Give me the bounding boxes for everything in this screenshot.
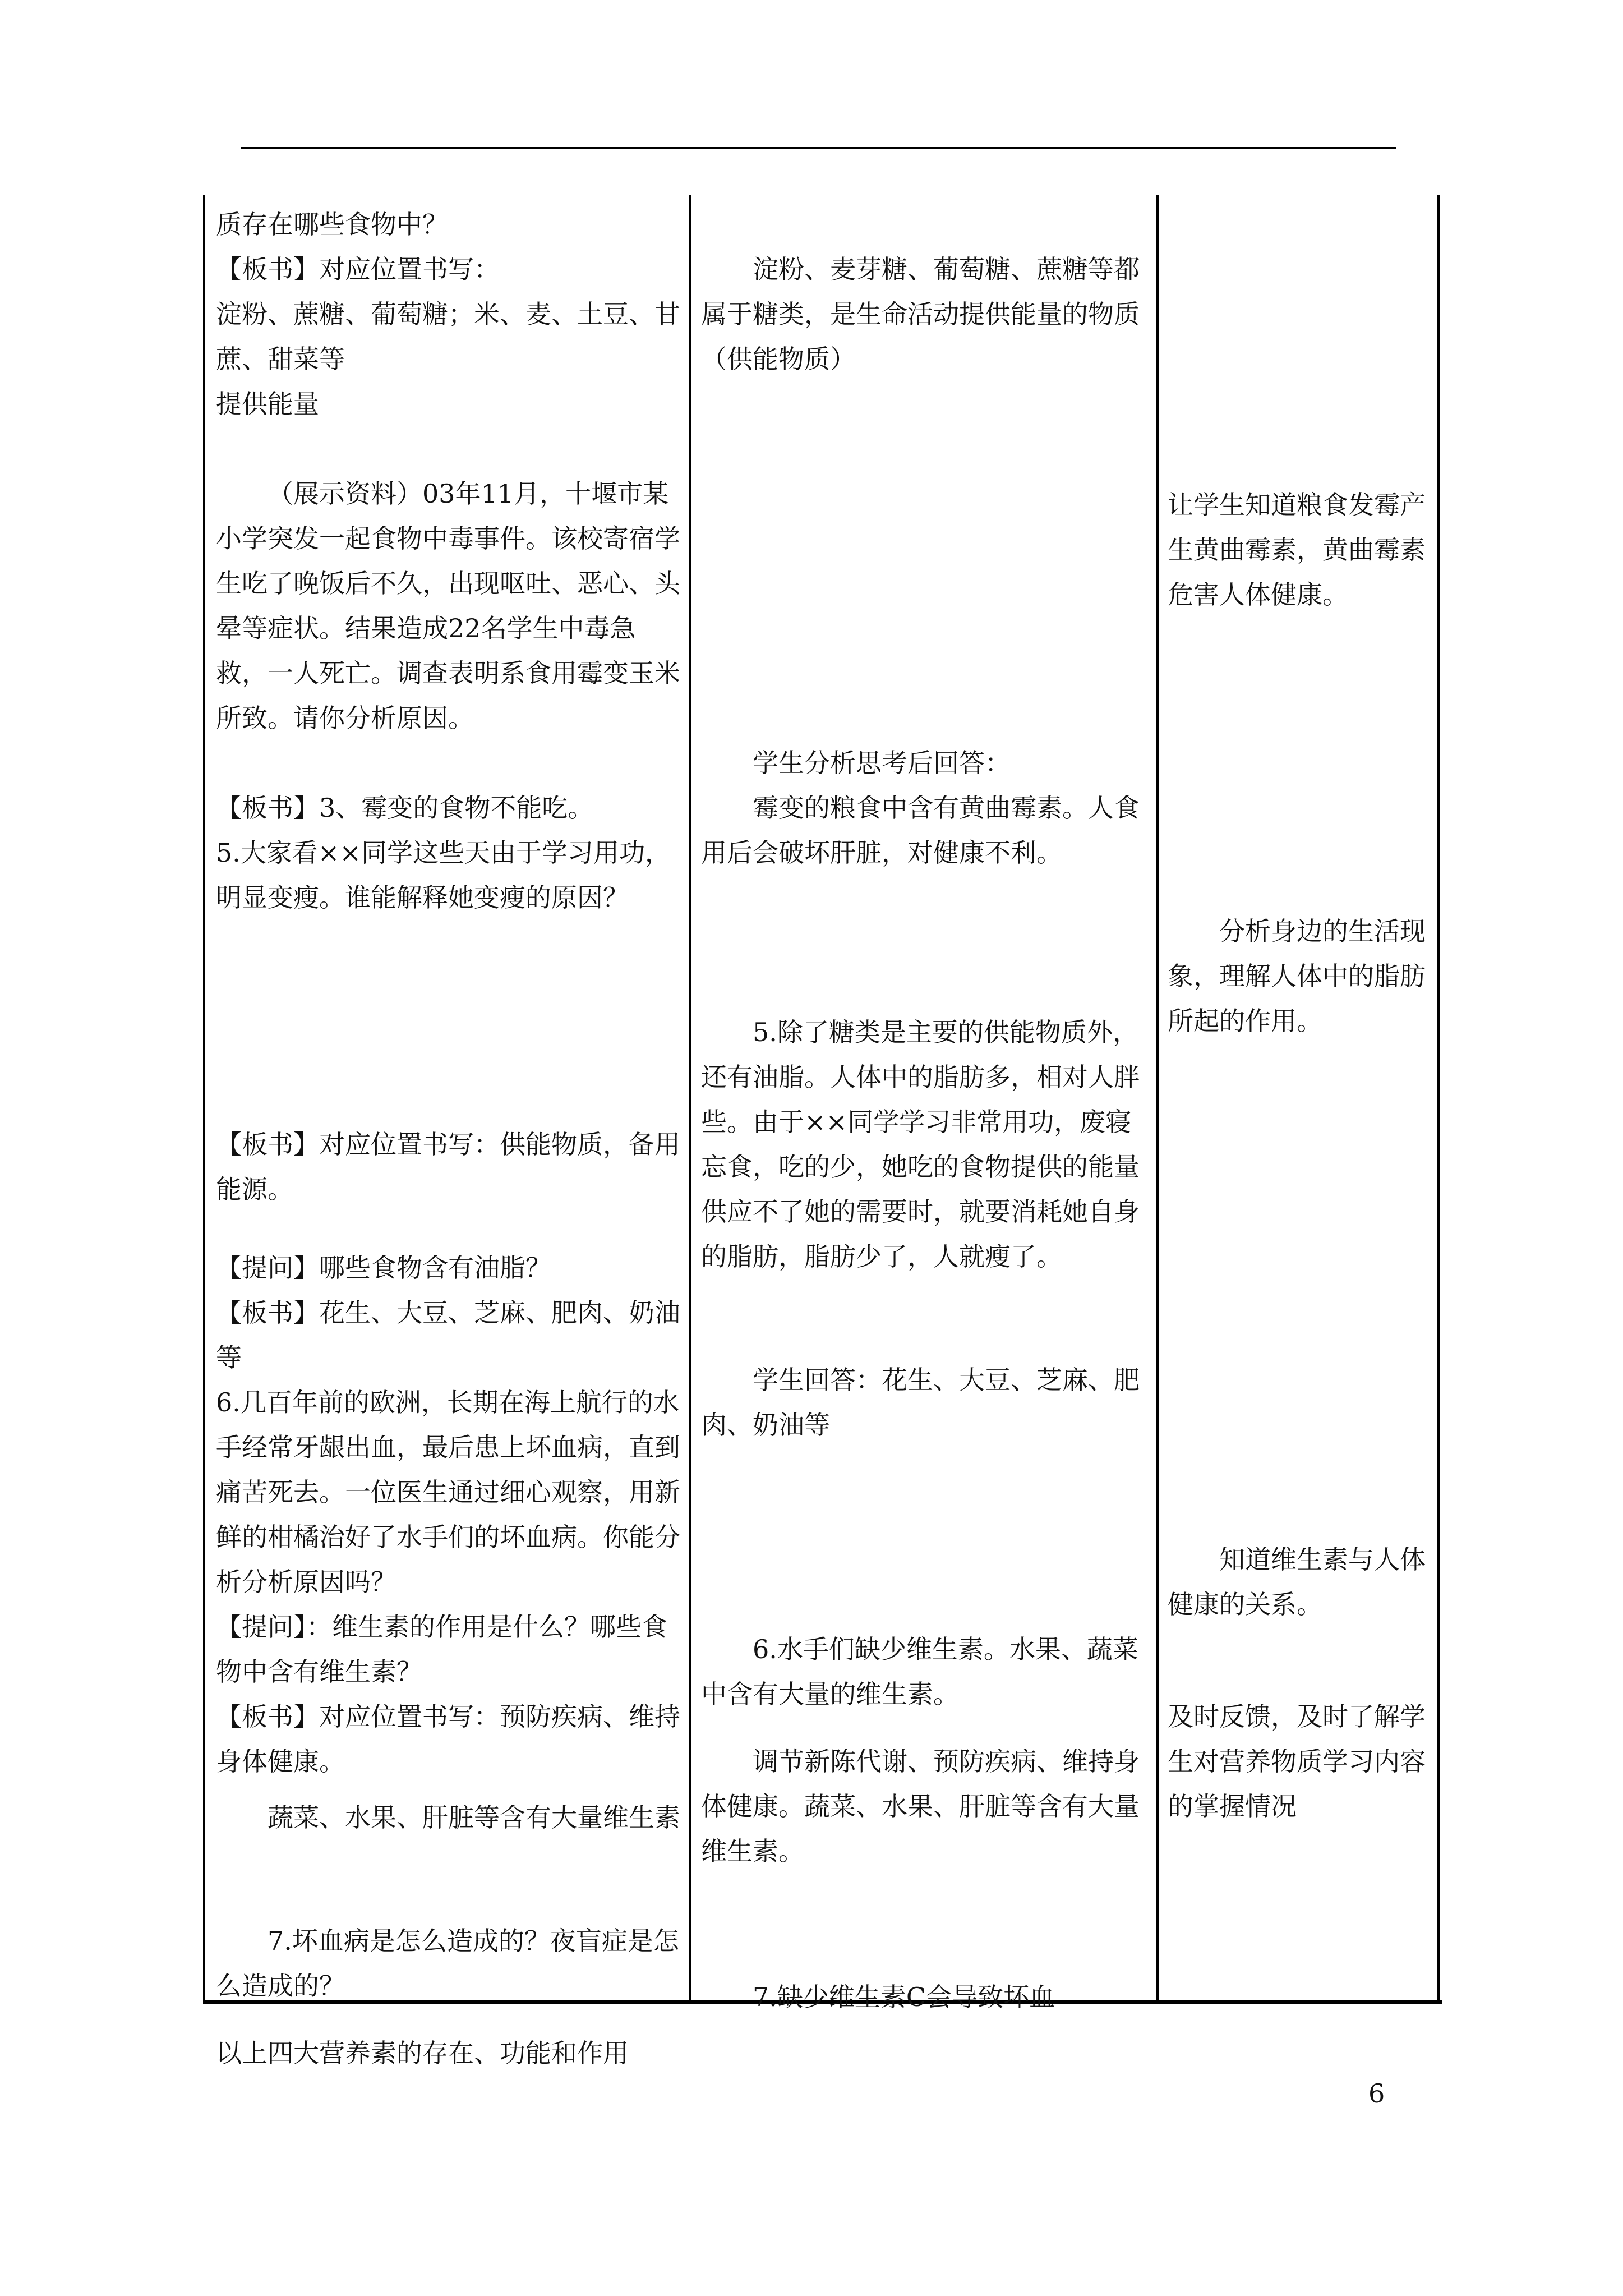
student-text-block: 学生分析思考后回答： — [753, 748, 1011, 778]
student-text-block: 学生回答：花生、大豆、芝麻、肥肉、奶油等 — [701, 1365, 1140, 1440]
student-activity-column — [701, 195, 1144, 2012]
page-number: 6 — [1368, 2078, 1385, 2109]
student-text-block: 6.水手们缺少维生素。水果、蔬菜中含有大量的维生素。 — [701, 1634, 1138, 1709]
intent-text-block: 分析身边的生活现象，理解人体中的脂肪所起的作用。 — [1168, 916, 1426, 1036]
intent-text-block: 知道维生素与人体健康的关系。 — [1168, 1544, 1426, 1619]
header-rule — [241, 147, 1396, 149]
student-text-block: 调节新陈代谢、预防疾病、维持身体健康。蔬菜、水果、肝脏等含有大量维生素。 — [701, 1746, 1140, 1866]
intent-text-block: 及时反馈，及时了解学生对营养物质学习内容的掌握情况 — [1168, 1701, 1426, 1821]
intent-text-block: 让学生知道粮食发霉产生黄曲霉素，黄曲霉素危害人体健康。 — [1168, 490, 1426, 610]
student-text-block: 5.除了糖类是主要的供能物质外，还有油脂。人体中的脂肪多，相对人胖些。由于××同学学习非常用功，废寝忘食，吃的少，她吃的食物提供的能量供应不了她的需要时，就要消耗她自身的脂肪，脂肪少了，人就瘦了。 — [701, 1017, 1140, 1272]
teacher-text-block: 【提问】哪些食物含有油脂？ 【板书】花生、大豆、芝麻、肥肉、奶油等 6.几百年前的欧洲，长期在海上航行的水手经常牙龈出血，最后患上坏血病，直到痛苦死去。一位医生通过细心观察，用新鲜的柑橘治好了水手们的坏血病。你能分析分析原因吗？ 【提问】：维生素的作用是什么？哪些食物中含有维生素？ 【板书】对应位置书写：预防疾病、维持身体健康。 — [216, 1253, 680, 1777]
table-border-right — [1437, 195, 1440, 2001]
table-border-left — [203, 195, 205, 2001]
design-intent-column — [1168, 195, 1426, 1996]
teacher-text-block: 【板书】对应位置书写：供能物质，备用能源。 — [216, 1129, 680, 1204]
teacher-text-block: 【板书】3、霉变的食物不能吃。 5.大家看××同学这些天由于学习用功，明显变瘦。谁能解释她变瘦的原因？ — [216, 793, 671, 913]
teacher-text-block: 蔬菜、水果、肝脏等含有大量维生素 — [268, 1802, 680, 1833]
teacher-text-block: 以上四大营养素的存在、功能和作用 — [216, 2038, 629, 2068]
teacher-text-block: （展示资料）03年11月，十堰市某小学突发一起食物中毒事件。该校寄宿学生吃了晚饭后不久，出现呕吐、恶心、头晕等症状。结果造成22名学生中毒急救，一人死亡。调查表明系食用霉变玉米所致。请你分析原因。 — [216, 478, 680, 733]
teacher-text-block: 质存在哪些食物中？ 【板书】对应位置书写： 淀粉、蔗糖、葡萄糖；米、麦、土豆、甘蔗、甜菜等 提供能量 — [216, 209, 680, 419]
teacher-text-block: 7.坏血病是怎么造成的？夜盲症是怎么造成的？ — [216, 1926, 679, 2001]
table-divider-2 — [1156, 195, 1159, 2001]
teacher-activity-column — [216, 195, 681, 2068]
table-divider-1 — [689, 195, 691, 2001]
student-text-block: 霉变的粮食中含有黄曲霉素。人食用后会破坏肝脏，对健康不利。 — [701, 793, 1140, 868]
student-text-block: 7.缺少维生素C会导致坏血 — [753, 1982, 1055, 2012]
student-text-block: 淀粉、麦芽糖、葡萄糖、蔗糖等都属于糖类，是生命活动提供能量的物质（供能物质） — [701, 254, 1140, 374]
